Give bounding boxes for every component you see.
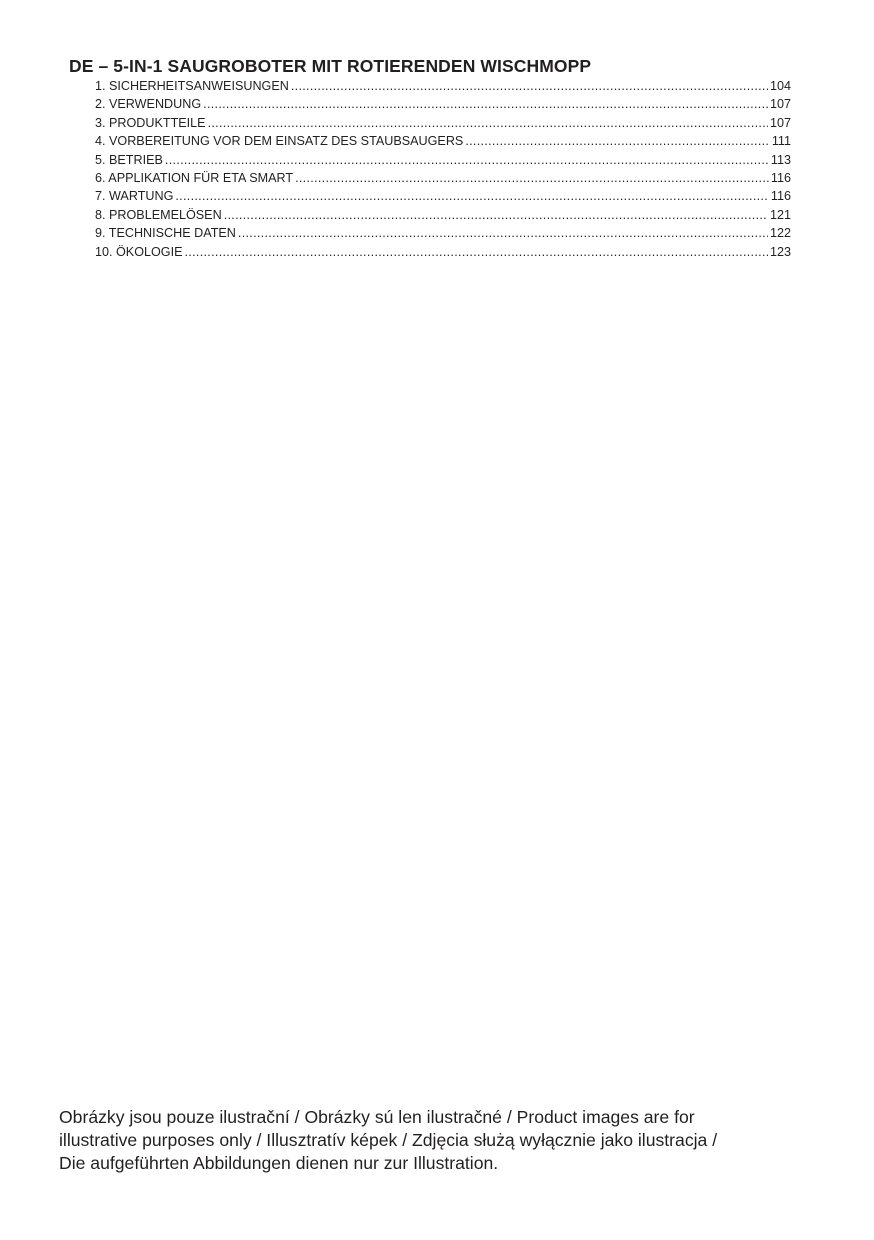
table-of-contents <box>95 77 791 261</box>
toc-entry-page: 122 <box>769 226 791 241</box>
toc-entry <box>95 206 791 224</box>
toc-entry <box>95 243 791 261</box>
toc-entry <box>95 132 791 150</box>
toc-entry-page: 123 <box>769 244 791 259</box>
toc-entry-label: 6. APPLIKATION FÜR ETA SMART <box>95 170 294 185</box>
toc-dot-leader <box>165 151 769 169</box>
toc-entry-label: 5. BETRIEB <box>95 152 163 167</box>
toc-entry-label: 2. VERWENDUNG <box>95 97 202 112</box>
toc-dot-leader <box>175 187 769 205</box>
toc-entry-label: 7. WARTUNG <box>95 189 174 204</box>
toc-entry <box>95 95 791 113</box>
toc-entry-page: 107 <box>769 115 791 130</box>
disclaimer-line: illustrative purposes only / Illusztratív képek / Zdjęcia służą wyłącznie jako ilustracja / <box>59 1130 718 1150</box>
toc-entry <box>95 151 791 169</box>
toc-dot-leader <box>224 206 768 224</box>
toc-dot-leader <box>295 169 769 187</box>
toc-entry <box>95 114 791 132</box>
toc-dot-leader <box>291 77 768 95</box>
toc-entry-label: 3. PRODUKTTEILE <box>95 115 206 130</box>
disclaimer-line: Die aufgeführten Abbildungen dienen nur zur Illustration. <box>59 1153 499 1173</box>
toc-entry-page: 116 <box>770 189 791 204</box>
toc-entry <box>95 169 791 187</box>
toc-entry-label: 4. VORBEREITUNG VOR DEM EINSATZ DES STAUBSAUGERS <box>95 134 464 149</box>
disclaimer-line: Obrázky jsou pouze ilustrační / Obrázky sú len ilustračné / Product images are for <box>59 1107 695 1127</box>
toc-entry-page: 111 <box>771 134 791 149</box>
image-disclaimer <box>59 1106 819 1175</box>
toc-entry-label: 8. PROBLEMELÖSEN <box>95 207 222 222</box>
toc-entry-label: 10. ÖKOLOGIE <box>95 244 183 259</box>
toc-entry <box>95 187 791 205</box>
toc-entry-label: 9. TECHNISCHE DATEN <box>95 226 236 241</box>
toc-entry <box>95 77 791 95</box>
toc-entry-page: 121 <box>769 207 791 222</box>
toc-dot-leader <box>203 95 768 113</box>
toc-dot-leader <box>465 132 770 150</box>
toc-entry <box>95 224 791 242</box>
toc-entry-page: 104 <box>769 79 791 93</box>
toc-dot-leader <box>238 224 768 242</box>
toc-entry-page: 107 <box>769 97 791 112</box>
toc-title: DE – 5-IN-1 SAUGROBOTER MIT ROTIERENDEN WISCHMOPP <box>69 56 592 76</box>
toc-dot-leader <box>185 243 768 261</box>
toc-entry-page: 116 <box>770 170 791 185</box>
toc-dot-leader <box>208 114 768 132</box>
toc-entry-label: 1. SICHERHEITSANWEISUNGEN <box>95 79 289 93</box>
toc-entry-page: 113 <box>770 152 791 167</box>
